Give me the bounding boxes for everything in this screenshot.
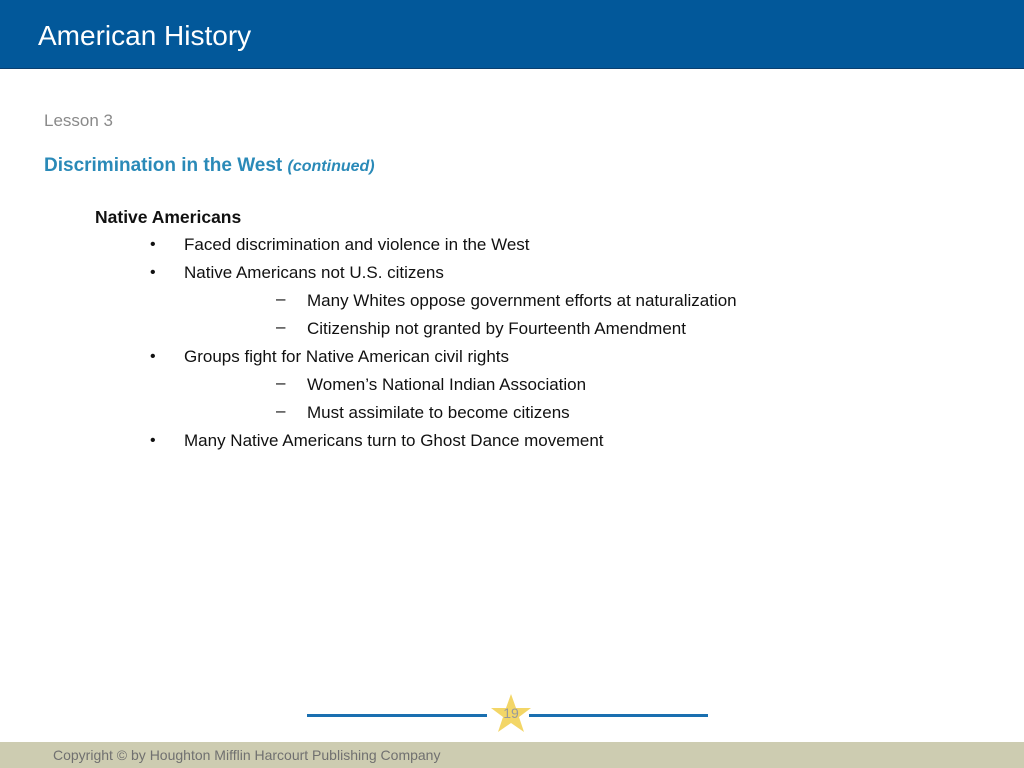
course-title: American History (38, 20, 252, 51)
bullet-icon: • (150, 264, 156, 281)
item-text: Groups fight for Native American civil rights (184, 347, 510, 366)
section-title-text: Discrimination in the West (44, 155, 283, 176)
sub-bullet-item (0, 289, 1024, 317)
bullet-icon: • (150, 348, 156, 365)
item-text: Faced discrimination and violence in the West (184, 235, 530, 254)
sub-bullet-item (0, 373, 1024, 401)
dash-icon: – (276, 289, 286, 308)
sub-bullet-item (0, 317, 1024, 345)
dash-icon: – (276, 373, 286, 392)
continued-label: (continued) (287, 158, 375, 175)
dash-icon: – (276, 401, 286, 420)
bullet-item (0, 233, 1024, 261)
bullet-item (0, 261, 1024, 289)
dash-icon: – (276, 317, 286, 336)
page-number: 19 (503, 705, 519, 721)
item-text: Many Whites oppose government efforts at naturalization (307, 291, 737, 310)
page-rule-left (307, 714, 487, 717)
bullet-item (0, 429, 1024, 457)
bullet-icon: • (150, 236, 156, 253)
copyright-text: Copyright © by Houghton Mifflin Harcourt Publishing Company (53, 747, 441, 763)
item-text: Women’s National Indian Association (307, 375, 587, 394)
item-text: Many Native Americans turn to Ghost Dance movement (184, 431, 604, 450)
page-rule-right (529, 714, 708, 717)
header-bar (0, 0, 1024, 69)
bullet-icon: • (150, 432, 156, 449)
sub-bullet-item (0, 401, 1024, 429)
item-text: Native Americans not U.S. citizens (184, 263, 444, 282)
item-text: Citizenship not granted by Fourteenth Amendment (307, 319, 686, 338)
lesson-label: Lesson 3 (44, 111, 113, 130)
section-title (44, 154, 375, 179)
topic-heading: Native Americans (95, 207, 242, 227)
outline-list (0, 233, 1024, 457)
item-text: Must assimilate to become citizens (307, 403, 570, 422)
bullet-item (0, 345, 1024, 373)
